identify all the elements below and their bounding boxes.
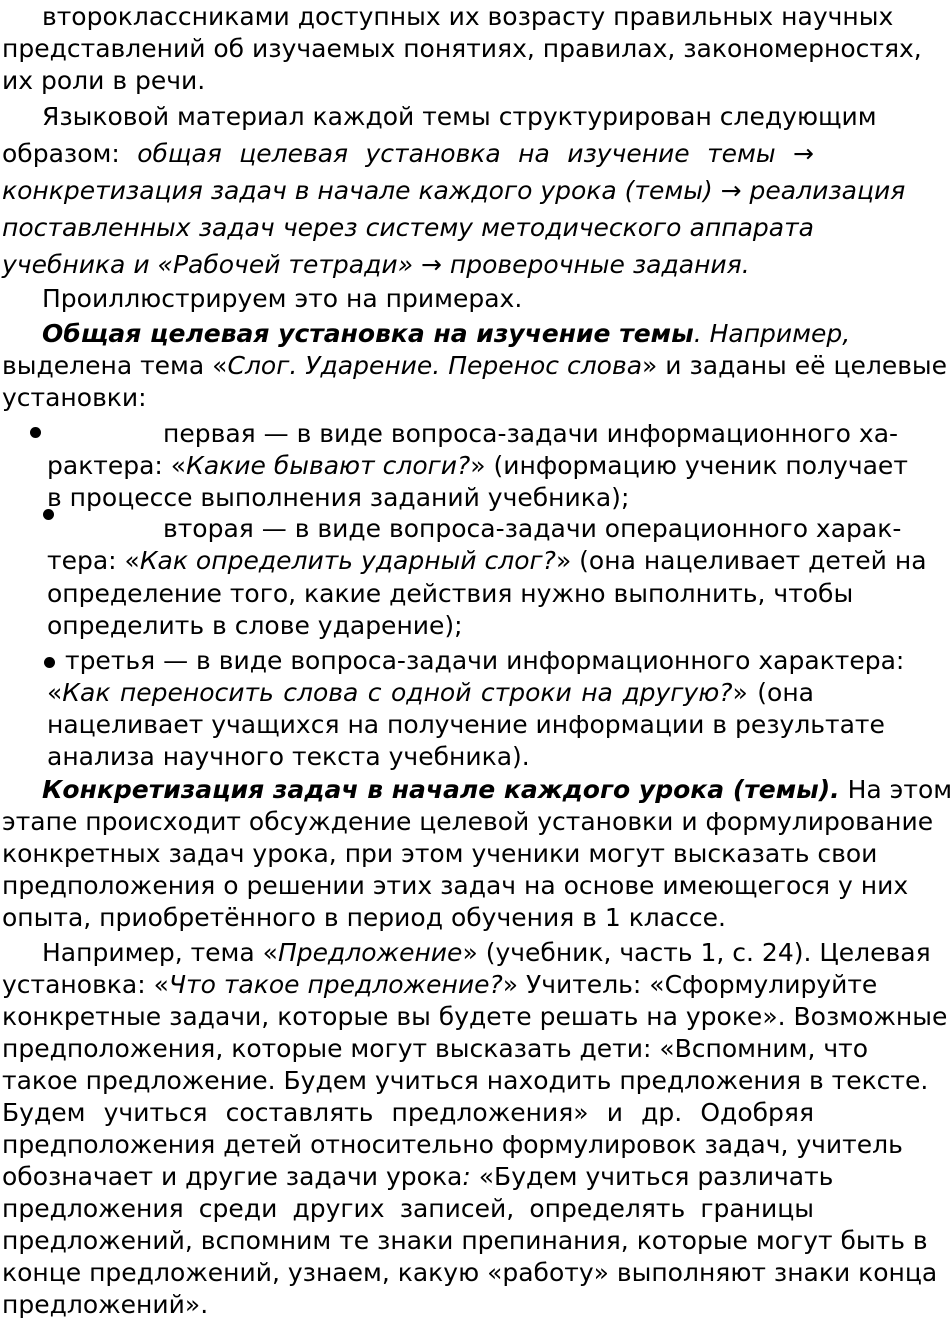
italic-text: Как определить ударный слог? — [139, 546, 556, 575]
text-segment: в процессе выполнения заданий учебника); — [47, 483, 630, 512]
text-line — [47, 610, 547, 641]
italic-text: Как переносить слова с одной строки на другую? — [62, 678, 733, 707]
text-segment: Будем учиться составлять предложения» и др. Одобряя — [2, 1098, 814, 1127]
text-line — [42, 1, 894, 32]
text-segment: анализа научного текста учебника). — [47, 742, 530, 771]
text-line — [2, 212, 814, 243]
text-segment: представлений об изучаемых понятиях, правилах, закономерностях, — [2, 34, 922, 63]
text-segment: » (учебник, часть 1, с. 24). Целевая — [462, 938, 931, 967]
text-line — [2, 175, 906, 206]
bullet-3 — [44, 657, 55, 668]
text-segment: конкретные задачи, которые вы будете решать на уроке». Возможные — [2, 1002, 948, 1031]
text-segment: определение того, какие действия нужно выполнить, чтобы — [47, 579, 854, 608]
text-line — [47, 741, 547, 772]
italic-text: Слог. Ударение. Перенос слова — [227, 351, 643, 380]
text-line — [47, 677, 814, 708]
text-line — [2, 1001, 948, 1032]
italic-text: Предложение — [277, 938, 463, 967]
text-segment: второклассниками доступных их возрасту правильных научных — [42, 2, 894, 31]
text-segment: предположения детей относительно формулировок задач, учитель — [2, 1130, 903, 1159]
italic-text: . Например, — [693, 319, 851, 348]
text-line — [2, 33, 922, 64]
text-segment: выделена тема « — [2, 351, 228, 380]
italic-text: : — [462, 1162, 471, 1191]
text-line — [2, 249, 750, 280]
text-line — [42, 101, 877, 132]
text-segment: предположения о решении этих задач на основе имеющегося у них — [2, 871, 909, 900]
text-line — [42, 283, 542, 314]
text-line — [47, 545, 927, 576]
text-line — [42, 318, 851, 349]
text-segment: обозначает и другие задачи урока — [2, 1162, 463, 1191]
text-line — [2, 870, 909, 901]
text-line — [2, 1225, 928, 1256]
text-line — [163, 513, 902, 544]
text-segment: опыта, приобретённого в период обучения в 1 классе. — [2, 903, 726, 932]
text-segment: Проиллюстрируем это на примерах. — [42, 284, 523, 313]
text-line — [47, 709, 885, 740]
italic-text: общая целевая установка на изучение темы → — [137, 139, 814, 168]
text-segment: Языковой материал каждой темы структурирован следующим — [42, 102, 877, 131]
bullet-1 — [30, 427, 41, 438]
text-segment: такое предложение. Будем учиться находить предложения в тексте. — [2, 1066, 929, 1095]
text-segment: » (она — [732, 678, 814, 707]
text-segment: вторая — в виде вопроса-задачи операционного харак- — [163, 514, 902, 543]
text-segment: конце предложений, узнаем, какую «работу» выполняют знаки конца — [2, 1258, 938, 1287]
text-segment: третья — в виде вопроса-задачи информационного характера: — [65, 646, 905, 675]
text-segment: установки: — [2, 383, 147, 412]
text-segment: нацеливает учащихся на получение информации в результате — [47, 710, 885, 739]
text-line — [2, 65, 302, 96]
text-segment: конкретных задач урока, при этом ученики могут высказать свои — [2, 839, 878, 868]
text-line — [163, 418, 899, 449]
text-line — [2, 806, 934, 837]
italic-text: Какие бывают слоги? — [186, 451, 471, 480]
text-line — [2, 1033, 869, 1064]
text-segment: » (она нацеливает детей на — [555, 546, 927, 575]
text-segment: предложений». — [2, 1290, 209, 1319]
text-line — [42, 774, 952, 805]
bold-italic-text: Конкретизация задач в начале каждого урока (темы). — [42, 775, 840, 804]
text-line — [2, 350, 948, 381]
text-line — [2, 138, 814, 169]
text-segment: предложения среди других записей, определять границы — [2, 1194, 814, 1223]
text-segment: их роли в речи. — [2, 66, 206, 95]
text-segment: образом: — [2, 139, 138, 168]
text-line — [2, 1257, 938, 1288]
text-line — [2, 1289, 302, 1320]
text-segment: предположения, которые могут высказать дети: «Вспомним, что — [2, 1034, 869, 1063]
italic-text: учебника и «Рабочей тетради» → проверочные задания. — [2, 250, 750, 279]
text-segment: рактера: « — [47, 451, 187, 480]
text-segment: » и заданы её целевые — [642, 351, 948, 380]
text-line — [2, 838, 878, 869]
bold-italic-text: Общая целевая установка на изучение темы — [42, 319, 694, 348]
text-line — [47, 482, 647, 513]
bold-text — [42, 775, 840, 804]
text-segment: этапе происходит обсуждение целевой установки и формулирование — [2, 807, 934, 836]
text-line — [47, 578, 854, 609]
text-line — [2, 1129, 903, 1160]
italic-text: Что такое предложение? — [168, 970, 503, 999]
bold-text — [42, 319, 694, 348]
text-segment: тера: « — [47, 546, 140, 575]
italic-text: поставленных задач через систему методического аппарата — [2, 213, 814, 242]
text-segment: «Будем учиться различать — [470, 1162, 834, 1191]
text-line — [2, 1097, 814, 1128]
text-line — [2, 382, 302, 413]
text-segment: На этом — [839, 775, 952, 804]
text-line — [2, 1161, 834, 1192]
text-line — [2, 1193, 814, 1224]
text-segment: » Учитель: «Сформулируйте — [502, 970, 878, 999]
text-line — [65, 645, 905, 676]
text-line — [47, 450, 908, 481]
text-segment: « — [47, 678, 63, 707]
text-segment: предложений, вспомним те знаки препинания, которые могут быть в — [2, 1226, 928, 1255]
text-segment: Например, тема « — [42, 938, 278, 967]
text-line — [2, 969, 878, 1000]
text-segment: первая — в виде вопроса-задачи информационного ха- — [163, 419, 899, 448]
italic-text: конкретизация задач в начале каждого урока (темы) → реализация — [2, 176, 906, 205]
text-segment: установка: « — [2, 970, 169, 999]
text-line — [42, 937, 931, 968]
text-line — [2, 902, 726, 933]
text-segment: » (информацию ученик получает — [470, 451, 908, 480]
text-line — [2, 1065, 929, 1096]
text-segment: определить в слове ударение); — [47, 611, 463, 640]
